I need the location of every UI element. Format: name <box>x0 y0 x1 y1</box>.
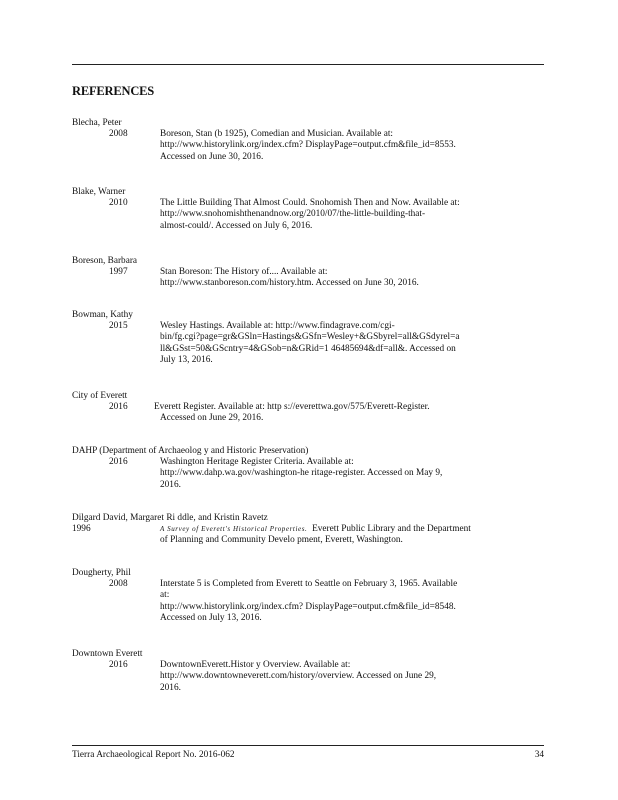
reference-author: Dilgard David, Margaret Ri ddle, and Kristin Ravetz <box>72 513 268 523</box>
reference-year: 2008 <box>109 129 128 140</box>
reference-author: Dougherty, Phil <box>72 568 131 578</box>
page-footer <box>72 750 544 760</box>
reference-entry <box>72 256 544 290</box>
reference-text: The Little Building That Almost Could. Snohomish Then and Now. Available at: http://www.snohomishthenandnow.org/2010/07/the-little-building-that- almost-could/. Accessed on July 6, 2016. <box>160 198 460 231</box>
top-rule <box>72 64 544 65</box>
page-heading: REFERENCES <box>72 84 155 98</box>
footer-rule <box>72 745 544 746</box>
reference-author: City of Everett <box>72 391 128 401</box>
reference-author: Bowman, Kathy <box>72 310 133 320</box>
reference-author: Blake, Warner <box>72 187 126 197</box>
reference-text: A Survey of Everett's Historical Properties. Everett Public Library and the Department of Planning and Community Develo pment, Everett, Washington. <box>160 524 471 546</box>
page-number: 34 <box>534 750 544 760</box>
reference-text: Interstate 5 is Completed from Everett to Seattle on February 3, 1965. Available at: http://www.historylink.org/index.cfm? DisplayPage=output.cfm&file_id=8548. Accessed on July 13, 2016. <box>160 579 458 623</box>
reference-text: Wesley Hastings. Available at: http://www.findagrave.com/cgi- bin/fg.cgi?page=gr&GSln=Hastings&GSfn=Wesley+&GSbyrel=all&GSdyrel=a ll&GSst=50&GScntry=4&GSob=n&GRid=1 46485694&df=all&. Accessed on July 13, 2016. <box>160 321 460 365</box>
reference-year: 1996 <box>72 524 91 535</box>
reference-text: Boreson, Stan (b 1925), Comedian and Musician. Available at: http://www.historylink.org/index.cfm? DisplayPage=output.cfm&file_id=8553. Accessed on June 30, 2016. <box>160 129 456 162</box>
footer-report: Tierra Archaeological Report No. 2016-062 <box>72 750 235 760</box>
reference-text: DowntownEverett.Histor y Overview. Available at: http://www.downtowneverett.com/history/overview. Accessed on June 29, 2016. <box>160 660 437 693</box>
reference-text: Washington Heritage Register Criteria. Available at: http://www.dahp.wa.gov/washington-he ritage-register. Accessed on May 9, 2016. <box>160 457 443 490</box>
reference-entry <box>72 649 544 694</box>
reference-text: Stan Boreson: The History of.... Available at: http://www.stanboreson.com/history.htm. Accessed on June 30, 2016. <box>160 267 419 289</box>
reference-year: 2016 <box>109 457 128 468</box>
reference-author: Boreson, Barbara <box>72 256 138 266</box>
reference-author: Downtown Everett <box>72 649 143 659</box>
reference-title-italic: A Survey of Everett's Historical Properties. <box>160 525 308 534</box>
reference-entry <box>72 568 544 624</box>
reference-year: 2008 <box>109 579 128 590</box>
reference-year: 2010 <box>109 198 128 209</box>
reference-author: DAHP (Department of Archaeolog y and Historic Preservation) <box>72 446 309 456</box>
reference-text: Everett Register. Available at: http s://everettwa.gov/575/Everett-Register. Accessed on June 29, 2016. <box>154 402 430 424</box>
reference-year: 1997 <box>109 267 128 278</box>
reference-year: 2016 <box>109 660 128 671</box>
reference-year: 2016 <box>109 402 128 413</box>
reference-year: 2015 <box>109 321 128 332</box>
reference-entry <box>72 391 544 425</box>
reference-entry <box>72 446 544 491</box>
reference-author: Blecha, Peter <box>72 118 122 128</box>
reference-entry <box>72 310 544 366</box>
reference-entry <box>72 118 544 163</box>
reference-entry <box>72 187 544 232</box>
reference-entry <box>72 513 544 547</box>
